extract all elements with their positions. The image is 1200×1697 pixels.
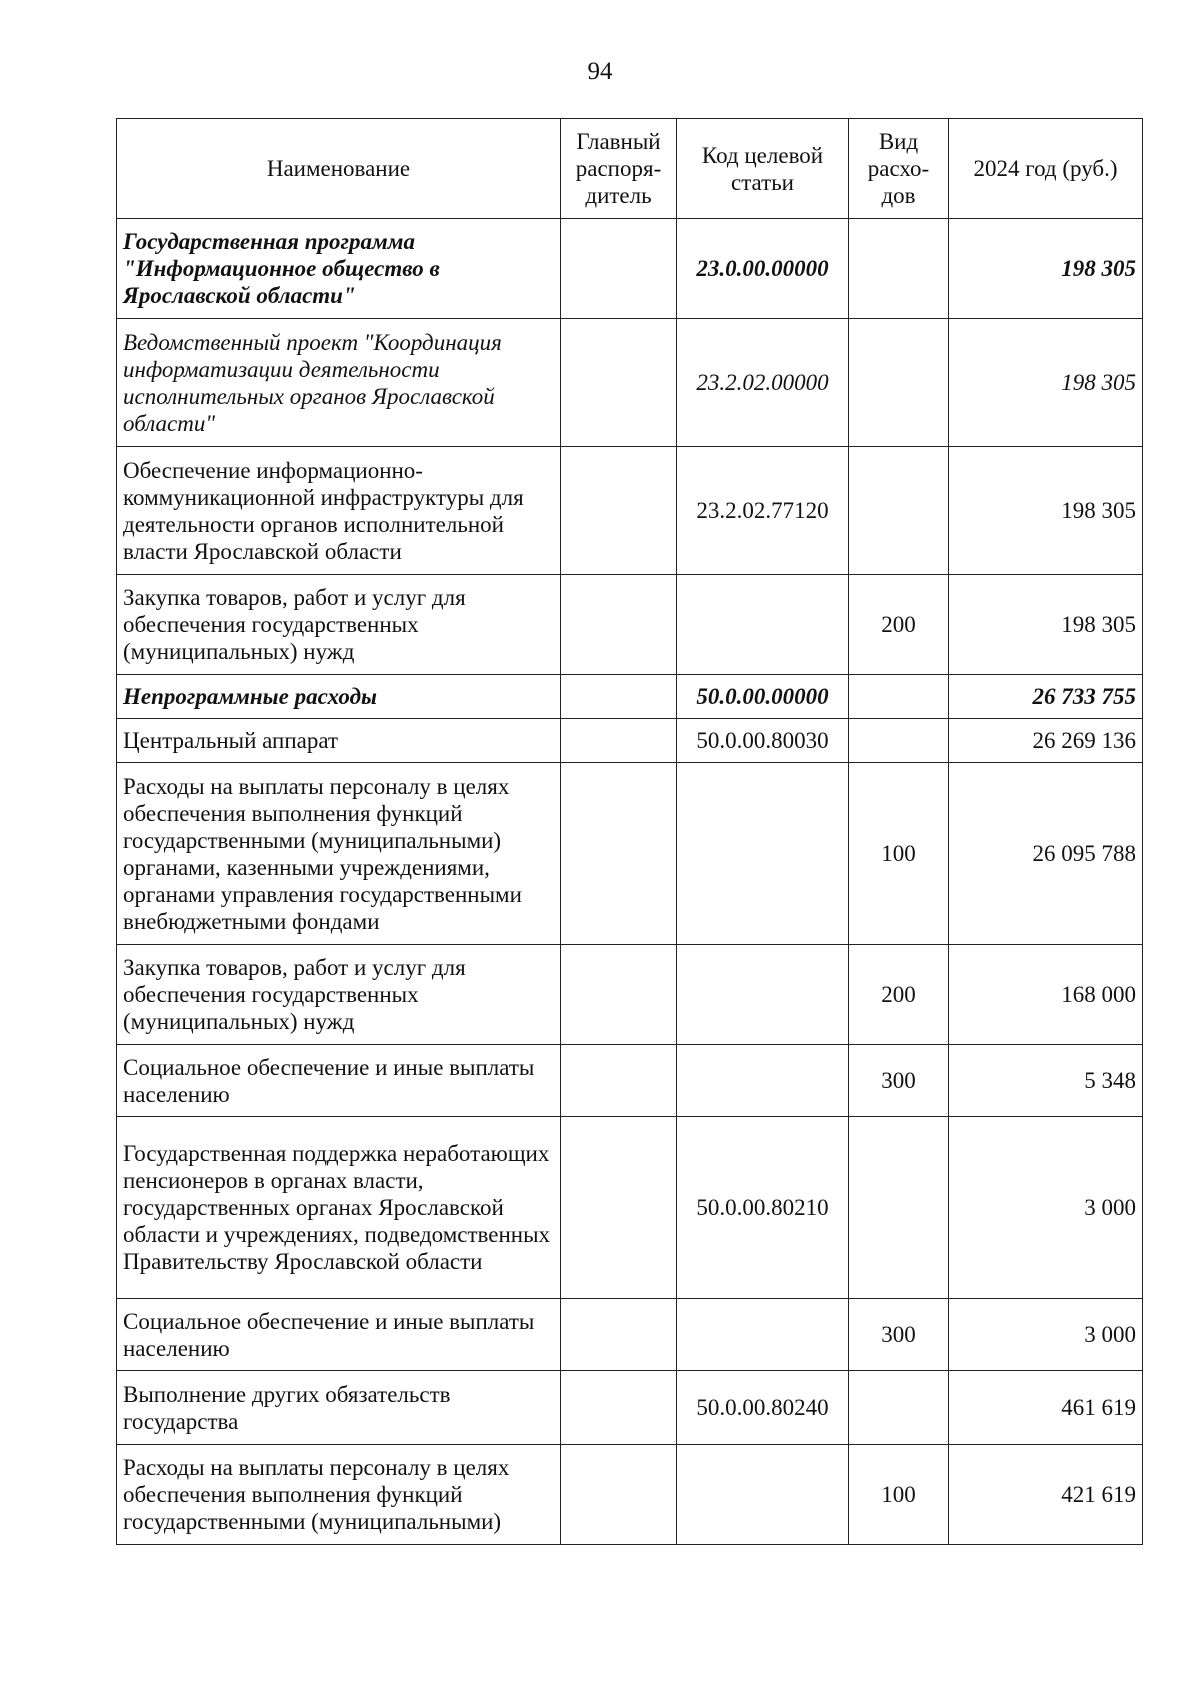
cell-amount: 5 348 — [949, 1045, 1143, 1117]
cell-name: Обеспечение информационно-коммуникационной инфраструктуры для деятельности органов исполнительной власти Ярославской области — [117, 447, 561, 575]
cell-name: Социальное обеспечение и иные выплаты населению — [117, 1299, 561, 1371]
cell-kind: 100 — [849, 763, 949, 945]
cell-name: Закупка товаров, работ и услуг для обеспечения государственных (муниципальных) нужд — [117, 945, 561, 1045]
table-row — [117, 675, 1143, 719]
budget-table — [116, 118, 1143, 1545]
cell-amount: 3 000 — [949, 1117, 1143, 1299]
cell-name: Расходы на выплаты персоналу в целях обеспечения выполнения функций государственными (муниципальными) — [117, 1445, 561, 1545]
cell-manager — [561, 945, 677, 1045]
cell-kind — [849, 719, 949, 763]
cell-kind — [849, 675, 949, 719]
cell-kind — [849, 1371, 949, 1445]
cell-manager — [561, 219, 677, 319]
cell-manager — [561, 319, 677, 447]
table-row — [117, 1045, 1143, 1117]
page-number: 94 — [587, 58, 613, 85]
cell-code: 23.2.02.77120 — [677, 447, 849, 575]
table-row — [117, 763, 1143, 945]
cell-code — [677, 1299, 849, 1371]
cell-kind — [849, 219, 949, 319]
table-row — [117, 1117, 1143, 1299]
cell-kind — [849, 447, 949, 575]
cell-kind: 200 — [849, 575, 949, 675]
table-row — [117, 219, 1143, 319]
table-row — [117, 945, 1143, 1045]
cell-kind: 300 — [849, 1299, 949, 1371]
cell-manager — [561, 719, 677, 763]
cell-name: Центральный аппарат — [117, 719, 561, 763]
cell-code — [677, 1445, 849, 1545]
cell-manager — [561, 1371, 677, 1445]
table-row — [117, 1445, 1143, 1545]
cell-manager — [561, 575, 677, 675]
cell-amount: 168 000 — [949, 945, 1143, 1045]
cell-amount: 26 095 788 — [949, 763, 1143, 945]
cell-manager — [561, 763, 677, 945]
cell-amount: 198 305 — [949, 575, 1143, 675]
cell-name: Расходы на выплаты персоналу в целях обеспечения выполнения функций государственными (муниципальными) органами, казенными учреждениями, органами управления государственными внебюджетными фондами — [117, 763, 561, 945]
header-manager: Главный распоря-дитель — [561, 119, 677, 219]
cell-name: Ведомственный проект "Координация информатизации деятельности исполнительных органов Ярославской области" — [117, 319, 561, 447]
table-row — [117, 1299, 1143, 1371]
cell-kind — [849, 319, 949, 447]
cell-code: 23.2.02.00000 — [677, 319, 849, 447]
table-row — [117, 719, 1143, 763]
cell-manager — [561, 1117, 677, 1299]
cell-code: 50.0.00.80210 — [677, 1117, 849, 1299]
cell-kind: 100 — [849, 1445, 949, 1545]
table-row — [117, 319, 1143, 447]
cell-amount: 461 619 — [949, 1371, 1143, 1445]
cell-amount: 198 305 — [949, 219, 1143, 319]
cell-manager — [561, 1299, 677, 1371]
cell-manager — [561, 447, 677, 575]
table-row — [117, 447, 1143, 575]
cell-code: 50.0.00.80240 — [677, 1371, 849, 1445]
cell-name: Непрограммные расходы — [117, 675, 561, 719]
cell-amount: 421 619 — [949, 1445, 1143, 1545]
cell-code: 50.0.00.80030 — [677, 719, 849, 763]
cell-code: 50.0.00.00000 — [677, 675, 849, 719]
cell-amount: 26 269 136 — [949, 719, 1143, 763]
cell-code — [677, 1045, 849, 1117]
cell-amount: 26 733 755 — [949, 675, 1143, 719]
cell-code — [677, 575, 849, 675]
header-name: Наименование — [117, 119, 561, 219]
cell-code — [677, 763, 849, 945]
cell-code: 23.0.00.00000 — [677, 219, 849, 319]
cell-kind: 300 — [849, 1045, 949, 1117]
cell-amount: 3 000 — [949, 1299, 1143, 1371]
cell-name: Государственная поддержка неработающих пенсионеров в органах власти, государственных органах Ярославской области и учреждениях, подведомственных Правительству Ярославской области — [117, 1117, 561, 1299]
table-row — [117, 575, 1143, 675]
cell-manager — [561, 1045, 677, 1117]
header-code: Код целевой статьи — [677, 119, 849, 219]
cell-amount: 198 305 — [949, 447, 1143, 575]
cell-amount: 198 305 — [949, 319, 1143, 447]
cell-name: Выполнение других обязательств государства — [117, 1371, 561, 1445]
table-row — [117, 1371, 1143, 1445]
cell-manager — [561, 1445, 677, 1545]
cell-kind: 200 — [849, 945, 949, 1045]
cell-manager — [561, 675, 677, 719]
header-kind: Вид расхо-дов — [849, 119, 949, 219]
cell-kind — [849, 1117, 949, 1299]
header-row — [117, 119, 1143, 219]
header-amount: 2024 год (руб.) — [949, 119, 1143, 219]
cell-name: Закупка товаров, работ и услуг для обеспечения государственных (муниципальных) нужд — [117, 575, 561, 675]
cell-name: Государственная программа "Информационное общество в Ярославской области" — [117, 219, 561, 319]
cell-code — [677, 945, 849, 1045]
cell-name: Социальное обеспечение и иные выплаты населению — [117, 1045, 561, 1117]
